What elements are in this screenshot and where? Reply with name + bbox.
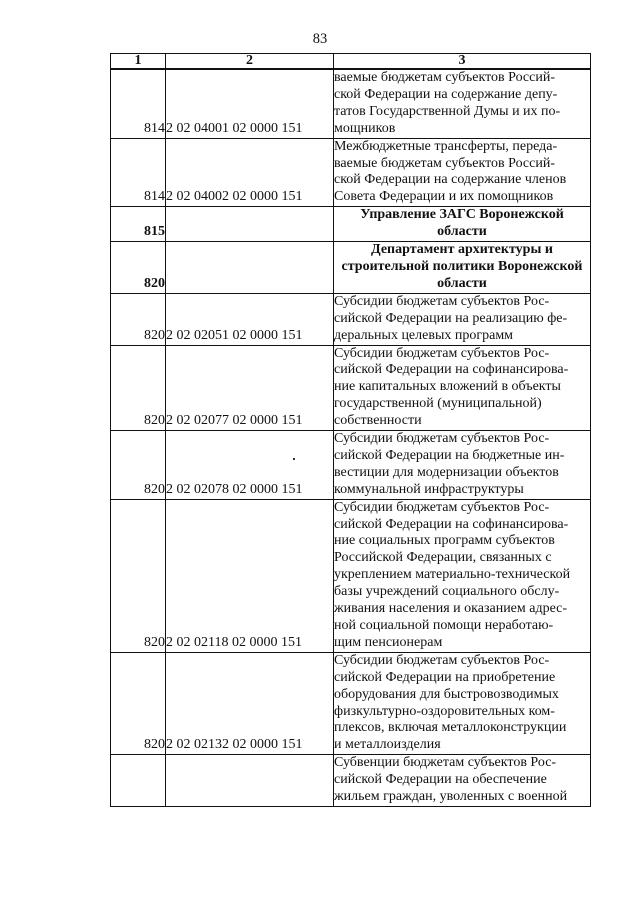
admin-code-cell: 814 xyxy=(111,69,166,138)
admin-code-cell: 815 xyxy=(111,207,166,242)
table-row xyxy=(111,755,591,807)
description-line: сийской Федерации на бюджетные ин- xyxy=(334,447,565,463)
revenue-code-cell: 2 02 02132 02 0000 151 xyxy=(166,652,334,754)
description-line: Управление ЗАГС Воронежской xyxy=(360,207,564,223)
description-line: Российской Федерации, связанных с xyxy=(334,550,552,566)
admin-code-cell: 820 xyxy=(111,293,166,345)
description-line: ной социальной помощи неработаю- xyxy=(334,618,554,633)
description-line: ской Федерации на содержание членов xyxy=(334,172,567,188)
revenue-code-cell: 2 02 02078 02 0000 151 xyxy=(166,431,334,500)
admin-code-cell xyxy=(111,755,166,807)
column-header-2: 2 xyxy=(166,54,334,70)
description-line: Субсидии бюджетам субъектов Рос- xyxy=(334,652,550,668)
column-header-1: 1 xyxy=(111,54,166,70)
description-line: Субсидии бюджетам субъектов Рос- xyxy=(334,431,550,447)
description-cell xyxy=(334,207,591,242)
revenue-code-cell xyxy=(166,242,334,294)
column-header-3: 3 xyxy=(334,54,591,70)
budget-codes-table xyxy=(110,53,591,807)
description-line: физкультурно-оздоровительных ком- xyxy=(334,703,555,719)
description-line: Субсидии бюджетам субъектов Рос- xyxy=(334,499,550,515)
table-body xyxy=(111,69,591,806)
description-cell xyxy=(334,499,591,652)
description-cell xyxy=(334,431,591,500)
description-line: татов Государственной Думы и их по- xyxy=(334,103,561,119)
description-line: оборудования для быстровозводимых xyxy=(334,686,559,702)
revenue-code-cell: 2 02 02077 02 0000 151 xyxy=(166,345,334,431)
description-line: собственности xyxy=(334,413,422,429)
description-cell xyxy=(334,652,591,754)
description-line: Совета Федерации и их помощников xyxy=(334,189,554,205)
description-line: коммунальной инфраструктуры xyxy=(334,481,524,497)
description-line: государственной (муниципальной) xyxy=(334,396,542,412)
description-line: строительной политики Воронежской xyxy=(341,258,583,274)
description-line: ской Федерации на содержание депу- xyxy=(334,86,558,102)
description-line: вестиции для модернизации объектов xyxy=(334,464,559,480)
description-line: Межбюджетные трансферты, переда- xyxy=(334,138,558,154)
revenue-code-cell: 2 02 04001 02 0000 151 xyxy=(166,69,334,138)
description-cell xyxy=(334,345,591,431)
table-row xyxy=(111,345,591,431)
description-line: сийской Федерации на софинансирова- xyxy=(334,362,569,378)
description-line: жильем граждан, уволенных с военной xyxy=(334,789,568,805)
description-line: сийской Федерации на реализацию фе- xyxy=(334,310,568,326)
description-line: Субвенции бюджетам субъектов Рос- xyxy=(334,755,557,771)
description-line: базы учреждений социального обслу- xyxy=(334,584,560,600)
admin-code-cell: 820 xyxy=(111,499,166,652)
revenue-code-cell: 2 02 02051 02 0000 151 xyxy=(166,293,334,345)
description-line: сийской Федерации на софинансирова- xyxy=(334,516,569,532)
table-row xyxy=(111,207,591,242)
table-row xyxy=(111,499,591,652)
description-cell xyxy=(334,242,591,294)
description-line: деральных целевых программ xyxy=(334,327,514,343)
table-row xyxy=(111,652,591,754)
description-line: щим пенсионерам xyxy=(334,634,443,650)
description-line: сийской Федерации на приобретение xyxy=(334,669,556,685)
revenue-code-cell: 2 02 04002 02 0000 151 xyxy=(166,138,334,207)
description-line: Субсидии бюджетам субъектов Рос- xyxy=(334,293,550,309)
description-line: и металлоизделия xyxy=(334,737,441,753)
description-line: плексов, включая металлоконструкции xyxy=(334,720,567,736)
description-cell xyxy=(334,69,591,138)
admin-code-cell: 820 xyxy=(111,431,166,500)
table-row xyxy=(111,69,591,138)
description-cell xyxy=(334,755,591,807)
description-line: области xyxy=(437,275,487,291)
description-cell xyxy=(334,293,591,345)
scan-speck xyxy=(293,458,295,460)
revenue-code-cell: 2 02 02118 02 0000 151 xyxy=(166,499,334,652)
description-cell xyxy=(334,138,591,207)
table-header-row xyxy=(111,54,591,70)
description-line: области xyxy=(437,224,487,240)
description-line: ние капитальных вложений в объекты xyxy=(334,379,561,395)
description-line: Департамент архитектуры и xyxy=(371,242,553,258)
revenue-code-cell xyxy=(166,755,334,807)
description-line: укреплением материально-технической xyxy=(334,567,571,583)
admin-code-cell: 814 xyxy=(111,138,166,207)
description-line: ние социальных программ субъектов xyxy=(334,533,555,549)
table-row xyxy=(111,138,591,207)
page-number: 83 xyxy=(312,31,328,47)
description-line: сийской Федерации на обеспечение xyxy=(334,772,547,788)
description-line: ваемые бюджетам субъектов Россий- xyxy=(334,155,555,171)
admin-code-cell: 820 xyxy=(111,242,166,294)
table-row xyxy=(111,242,591,294)
table-row xyxy=(111,293,591,345)
table-row xyxy=(111,431,591,500)
description-line: Субсидии бюджетам субъектов Рос- xyxy=(334,345,550,361)
description-line: ваемые бюджетам субъектов Россий- xyxy=(334,70,555,85)
admin-code-cell: 820 xyxy=(111,345,166,431)
admin-code-cell: 820 xyxy=(111,652,166,754)
description-line: живания населения и оказанием адрес- xyxy=(334,601,568,617)
description-line: мощников xyxy=(334,120,396,136)
revenue-code-cell xyxy=(166,207,334,242)
